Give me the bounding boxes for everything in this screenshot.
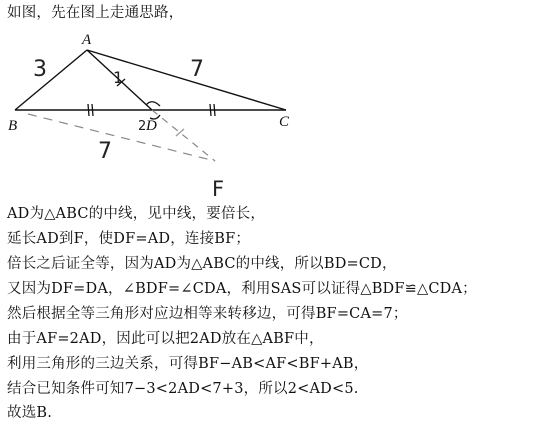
- hand-number-two: 2: [138, 119, 147, 134]
- label-d: D: [146, 118, 157, 134]
- step-line-2: 延长AD到F，使DF=AD，连接BF；: [7, 231, 251, 247]
- step-line-3: 倍长之后证全等，因为AD为△ABC的中线，所以BD=CD，: [7, 256, 397, 272]
- step-line-7: 利用三角形的三边关系，可得BF−AB<AF<BF+AB，: [7, 356, 369, 372]
- step-line-5: 然后根据全等三角形对应边相等来转移边，可得BF=CA=7；: [7, 306, 408, 322]
- label-c: C: [279, 114, 290, 130]
- angle-arc-top: [146, 102, 160, 106]
- hand-number-one: 1: [113, 68, 124, 87]
- segment-ab: [15, 50, 87, 110]
- hand-number-bf: 7: [98, 139, 112, 164]
- step-line-4: 又因为DF=DA，∠BDF=∠CDA，利用SAS可以证得△BDF≌△CDA；: [7, 281, 477, 297]
- segment-bf-dashed: [28, 114, 215, 161]
- label-f: F: [212, 177, 225, 201]
- step-line-8: 结合已知条件可知7−3<2AD<7+3，所以2<AD<5.: [7, 381, 359, 397]
- intro-text: 如图，先在图上走通思路，: [7, 5, 184, 21]
- step-line-6: 由于AF=2AD，因此可以把2AD放在△ABF中，: [7, 331, 324, 347]
- hand-number-ab: 3: [33, 57, 47, 82]
- step-line-9: 故选B.: [7, 405, 53, 421]
- label-b: B: [8, 118, 18, 134]
- label-a: A: [82, 32, 92, 48]
- hand-number-ac: 7: [190, 57, 204, 82]
- step-line-1: AD为△ABC的中线，见中线，要倍长，: [7, 206, 266, 222]
- geometry-figure: [0, 26, 320, 206]
